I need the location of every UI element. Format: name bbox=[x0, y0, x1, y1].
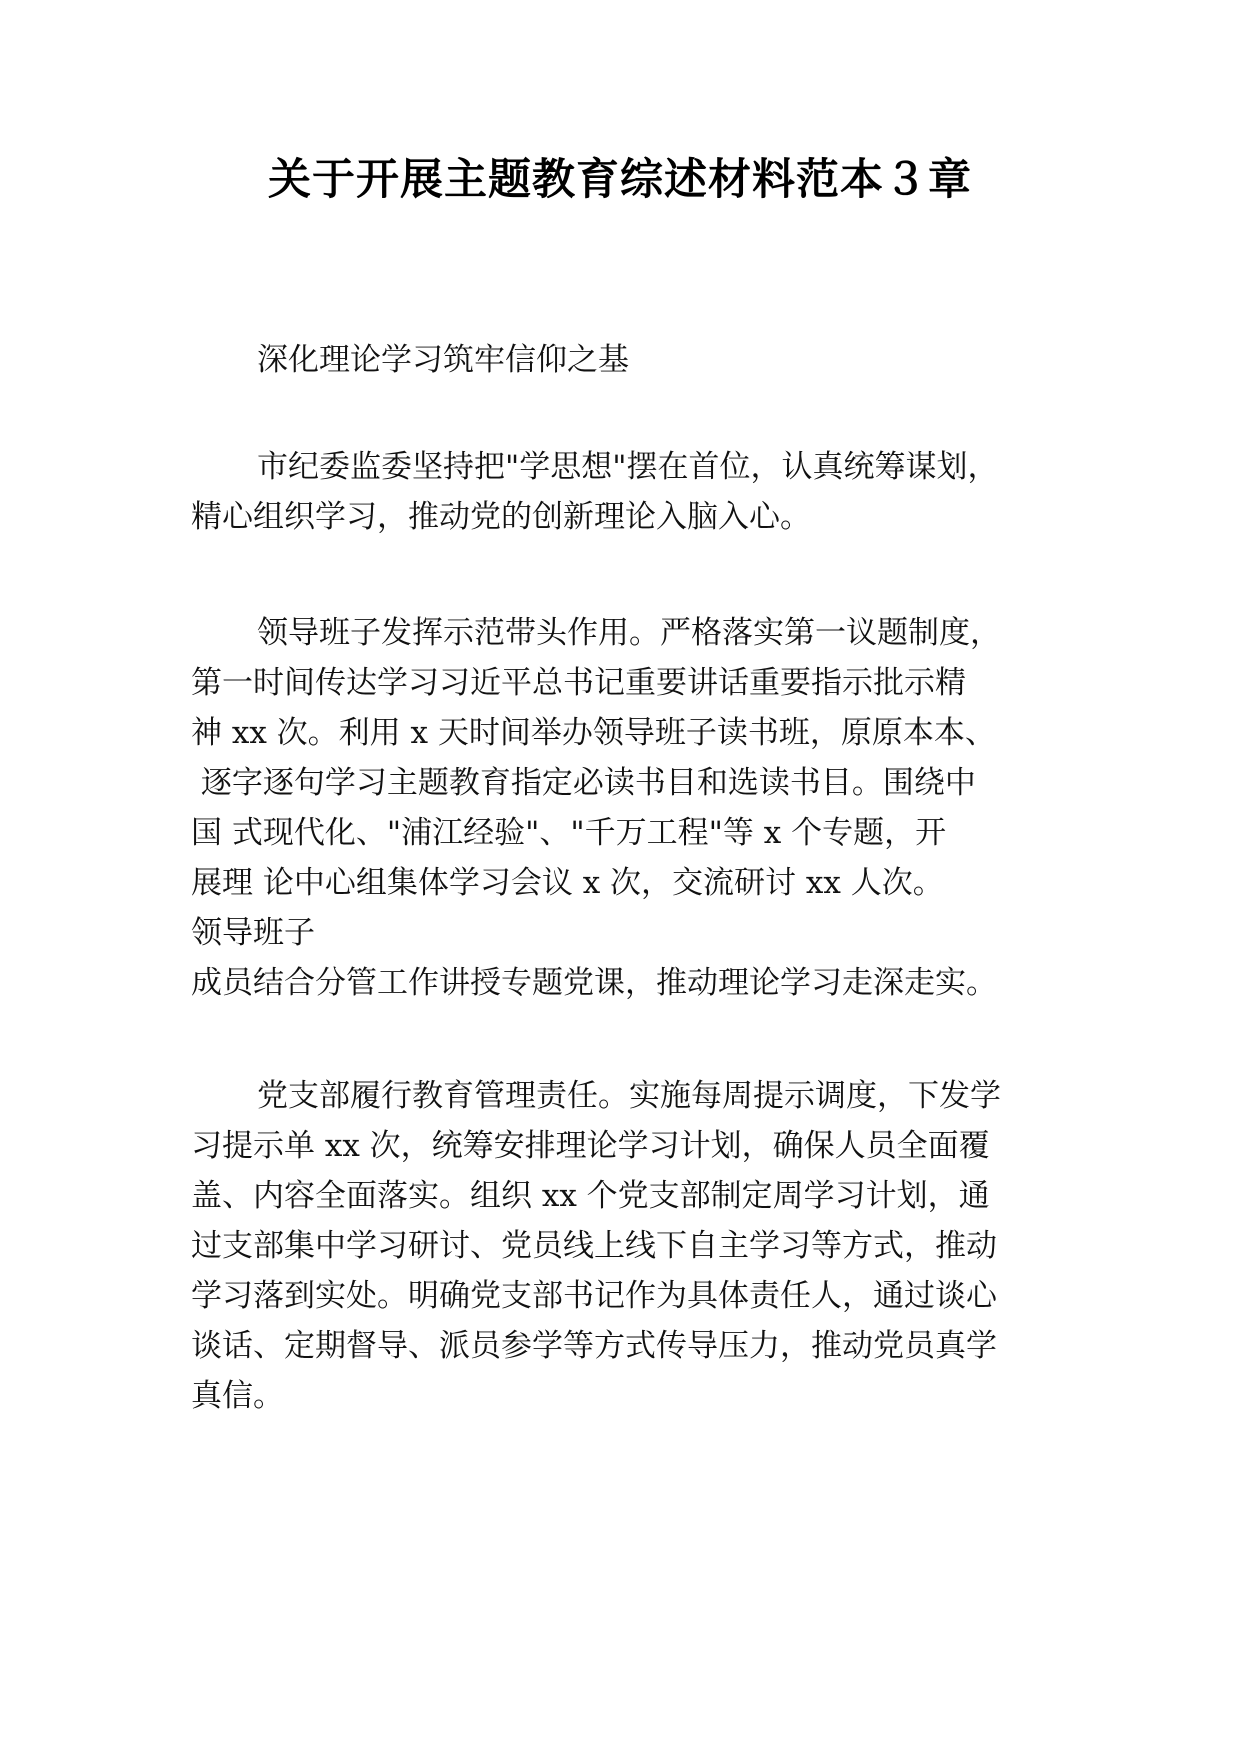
paragraph-line: 党支部履行教育管理责任。实施每周提示调度，下发学 bbox=[257, 1078, 1001, 1114]
paragraph-2 bbox=[191, 608, 1051, 1008]
paragraph-line: 过支部集中学习研讨、党员线上线下自主学习等方式，推动 bbox=[191, 1228, 997, 1264]
paragraph-line: 成员结合分管工作讲授专题党课，推动理论学习走深走实。 bbox=[191, 965, 997, 1001]
paragraph-3 bbox=[191, 1071, 1051, 1421]
paragraph-line: 第一时间传达学习习近平总书记重要讲话重要指示批示精 bbox=[191, 665, 966, 701]
paragraph-line: 神 xx 次。利用 x 天时间举办领导班子读书班，原原本本、 bbox=[191, 715, 996, 751]
paragraph-line: 领导班子发挥示范带头作用。严格落实第一议题制度， bbox=[257, 615, 1001, 651]
document-title: 关于开展主题教育综述材料范本３章 bbox=[268, 155, 972, 205]
paragraph-1 bbox=[191, 442, 1051, 542]
paragraph-line: 习提示单 xx 次，统筹安排理论学习计划，确保人员全面覆 bbox=[191, 1128, 990, 1164]
paragraph-line: 真信。 bbox=[191, 1378, 284, 1414]
paragraph-line: 国 式现代化、"浦江经验"、"千万工程"等 x 个专题，开 bbox=[191, 815, 947, 851]
paragraph-line: 市纪委监委坚持把"学思想"摆在首位，认真统筹谋划， bbox=[257, 449, 999, 485]
paragraph-line: 谈话、定期督导、派员参学等方式传导压力，推动党员真学 bbox=[191, 1328, 997, 1364]
paragraph-line: 逐字逐句学习主题教育指定必读书目和选读书目。围绕中 bbox=[191, 765, 976, 801]
paragraph-line: 领导班子 bbox=[191, 915, 315, 951]
paragraph-line: 展理 论中心组集体学习会议 x 次，交流研讨 xx 人次。 bbox=[191, 865, 944, 901]
paragraph-line: 盖、内容全面落实。组织 xx 个党支部制定周学习计划，通 bbox=[191, 1178, 990, 1214]
paragraph-line: 精心组织学习，推动党的创新理论入脑入心。 bbox=[191, 499, 811, 535]
section-heading: 深化理论学习筑牢信仰之基 bbox=[257, 342, 629, 378]
paragraph-line: 学习落到实处。明确党支部书记作为具体责任人，通过谈心 bbox=[191, 1278, 997, 1314]
